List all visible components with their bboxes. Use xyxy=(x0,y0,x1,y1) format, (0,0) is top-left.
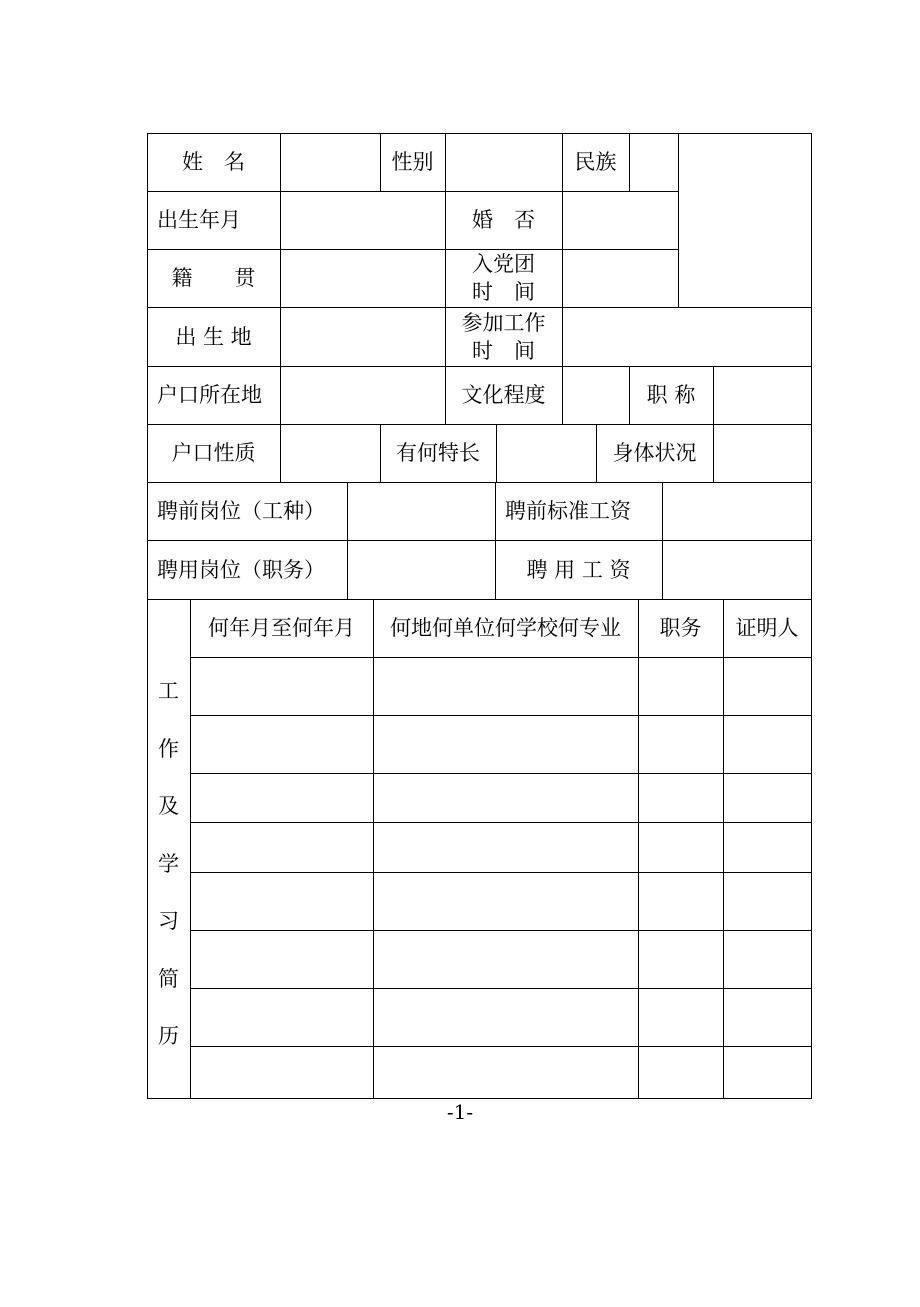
specialty-field[interactable] xyxy=(496,424,596,482)
page-number: -1- xyxy=(446,1100,474,1124)
history-side-char: 工 xyxy=(158,679,179,703)
grid-line xyxy=(445,133,446,424)
grid-line xyxy=(147,307,812,308)
grid-line xyxy=(629,366,630,424)
grid-line xyxy=(678,133,679,307)
history-row[interactable] xyxy=(190,773,811,822)
history-row[interactable] xyxy=(190,930,811,988)
health-field[interactable] xyxy=(713,424,811,482)
gender-field[interactable] xyxy=(445,133,562,191)
history-row[interactable] xyxy=(190,715,811,773)
education-field[interactable] xyxy=(562,366,629,424)
hukou-location-field[interactable] xyxy=(280,366,445,424)
ethnicity-field[interactable] xyxy=(629,133,678,191)
label-party-line1: 入党团 xyxy=(472,252,535,276)
label-name: 姓 名 xyxy=(182,150,245,174)
grid-line xyxy=(190,599,191,1099)
photo-area[interactable] xyxy=(678,133,811,307)
grid-line xyxy=(373,599,374,1099)
history-header-period: 何年月至何年月 xyxy=(208,616,355,640)
name-field[interactable] xyxy=(280,133,380,191)
label-party-join-time xyxy=(445,249,562,307)
label-marital-status: 婚 否 xyxy=(472,208,535,232)
history-row[interactable] xyxy=(190,822,811,872)
grid-line xyxy=(662,482,663,599)
hire-wage-field[interactable] xyxy=(662,540,811,599)
marital-status-field[interactable] xyxy=(562,191,678,249)
label-gender: 性别 xyxy=(391,150,434,174)
table-border-top xyxy=(147,133,812,134)
pre-hire-post-field[interactable] xyxy=(347,482,495,540)
grid-line xyxy=(638,599,639,1099)
label-title: 职 称 xyxy=(646,383,696,407)
label-ethnicity: 民族 xyxy=(574,150,617,174)
label-birthplace: 出 生 地 xyxy=(175,324,252,349)
history-header-witness: 证明人 xyxy=(735,616,799,640)
work-start-time-field[interactable] xyxy=(562,307,811,366)
label-education: 文化程度 xyxy=(461,383,546,407)
grid-line xyxy=(190,773,812,774)
label-work-line1: 参加工作 xyxy=(461,310,546,335)
hire-post-field[interactable] xyxy=(347,540,495,599)
grid-line xyxy=(496,424,497,482)
grid-line xyxy=(629,133,630,191)
grid-line xyxy=(190,822,812,823)
label-native-place: 籍 贯 xyxy=(171,266,256,290)
label-health: 身体状况 xyxy=(612,441,697,465)
pre-hire-wage-field[interactable] xyxy=(662,482,811,540)
grid-line xyxy=(723,599,724,1099)
label-specialty: 有何特长 xyxy=(396,441,480,465)
label-pre-hire-wage: 聘前标准工资 xyxy=(505,499,631,523)
table-border-left xyxy=(147,133,148,1099)
grid-line xyxy=(190,872,812,873)
native-place-field[interactable] xyxy=(280,249,445,307)
grid-line xyxy=(562,133,563,424)
history-row[interactable] xyxy=(190,1046,811,1098)
history-side-char: 简 xyxy=(158,966,179,991)
history-header-position: 职务 xyxy=(659,616,702,640)
birth-date-field[interactable] xyxy=(280,191,445,249)
birthplace-field[interactable] xyxy=(280,307,445,366)
grid-line xyxy=(713,366,714,482)
table-border-right xyxy=(811,133,812,1099)
grid-line xyxy=(190,657,812,658)
history-row[interactable] xyxy=(190,657,811,715)
party-join-time-field[interactable] xyxy=(562,249,678,307)
title-field[interactable] xyxy=(713,366,811,424)
label-work-start-time xyxy=(445,307,562,366)
history-side-char: 作 xyxy=(158,736,179,761)
grid-line xyxy=(380,133,381,191)
grid-line xyxy=(147,540,812,541)
history-side-char: 习 xyxy=(158,909,179,933)
label-pre-hire-post: 聘前岗位（工种） xyxy=(157,499,325,523)
grid-line xyxy=(190,715,812,716)
grid-line xyxy=(380,424,381,482)
grid-line xyxy=(147,191,679,192)
grid-line xyxy=(495,482,496,599)
label-birth-date: 出生年月 xyxy=(157,208,241,232)
grid-line xyxy=(347,482,348,599)
history-header-place: 何地何单位何学校何专业 xyxy=(390,616,621,640)
table-border-bottom xyxy=(147,1098,812,1099)
label-party-line2: 时 间 xyxy=(472,280,535,304)
grid-line xyxy=(147,249,679,250)
label-work-line2: 时 间 xyxy=(472,338,535,363)
grid-line xyxy=(280,133,281,482)
history-side-char: 及 xyxy=(158,794,179,818)
history-side-char: 学 xyxy=(158,851,179,876)
label-hire-wage: 聘 用 工 资 xyxy=(526,557,631,582)
label-hire-post: 聘用岗位（职务） xyxy=(157,557,325,582)
grid-line xyxy=(190,930,812,931)
history-row[interactable] xyxy=(190,988,811,1046)
grid-line xyxy=(190,1046,812,1047)
label-hukou-type: 户口性质 xyxy=(171,441,256,465)
history-row[interactable] xyxy=(190,872,811,930)
hukou-type-field[interactable] xyxy=(280,424,380,482)
grid-line xyxy=(596,424,597,482)
history-side-label xyxy=(147,599,190,1098)
label-hukou-location: 户口所在地 xyxy=(157,383,262,407)
history-side-char: 历 xyxy=(158,1024,179,1048)
grid-line xyxy=(147,599,812,600)
grid-line xyxy=(147,482,812,483)
grid-line xyxy=(190,988,812,989)
